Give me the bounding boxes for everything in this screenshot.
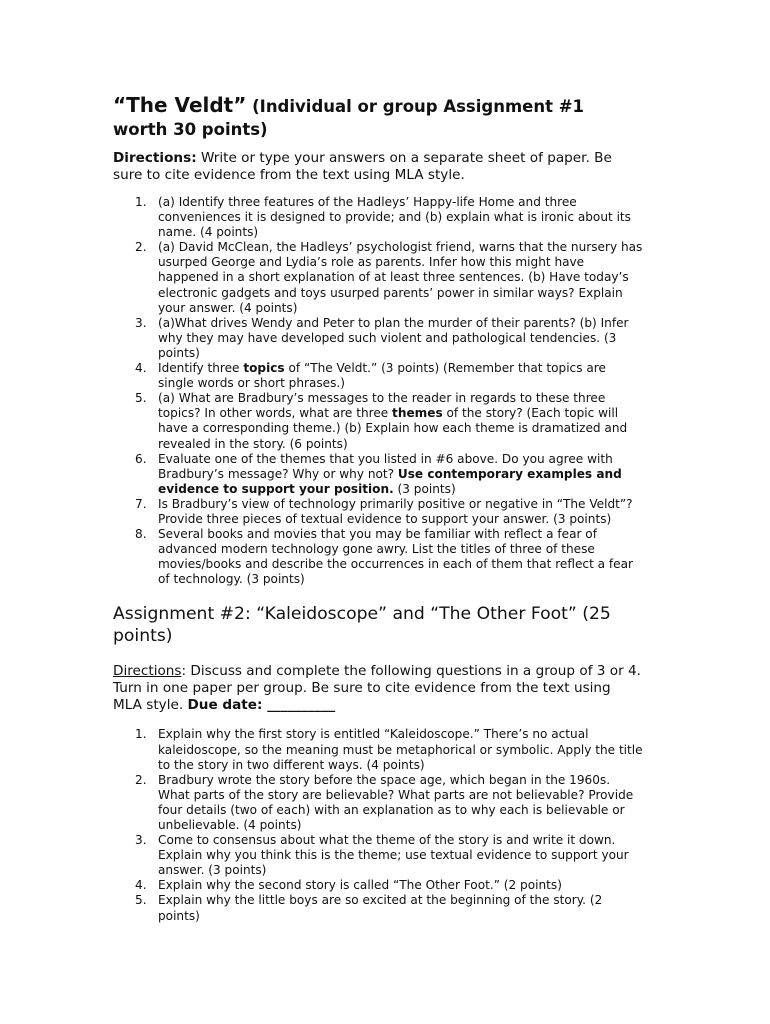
directions-text: Write or type your answers on a separate sheet of paper. Be sure to cite evidence from the text using MLA style.	[113, 150, 612, 183]
question-number: 7.	[135, 496, 147, 511]
question-number: 5.	[135, 893, 147, 908]
question-text: (a)What drives Wendy and Peter to plan the murder of their parents? (b) Infer why they may have developed such violent and pathological tendencies. (3 points)	[158, 315, 629, 360]
question-item	[113, 361, 643, 391]
question-item	[113, 893, 643, 923]
question-text: Come to consensus about what the theme of the story is and write it down. Explain why you think this is the theme; use textual evidence to support your answer. (3 points)	[158, 833, 629, 878]
directions-label: Directions	[113, 663, 182, 680]
question-text: Several books and movies that you may be familiar with reflect a fear of advanced modern technology gone awry. List the titles of three of these movies/books and describe the occurrences in each of them that reflect a fear of technology. (3 points)	[158, 527, 633, 587]
question-text-post: of “The Veldt.” (3 points) (Remember that topics are single words or short phrases.)	[158, 361, 606, 391]
question-text: Explain why the little boys are so excited at the beginning of the story. (2 points)	[158, 893, 603, 923]
assignment-2-heading: Assignment #2: “Kaleidoscope” and “The Other Foot” (25 points)	[113, 604, 611, 647]
assignment-1-subtitle: (Individual or group Assignment #1 worth 30 points)	[113, 97, 585, 139]
question-text-pre: (a) What are Bradbury’s messages to the reader in regards to these three topics? In other words, what are three	[158, 391, 606, 421]
question-item	[113, 391, 643, 451]
question-number: 1.	[135, 727, 147, 742]
question-number: 8.	[135, 527, 147, 542]
story-title: “The Veldt”	[113, 93, 247, 117]
question-text-post: of the story? (Each topic will have a corresponding theme.) (b) Explain how each theme is dramatized and revealed in the story. (6 points)	[158, 406, 628, 451]
question-number: 2.	[135, 240, 147, 255]
question-text-bold: themes	[392, 406, 443, 421]
assignment-2-questions	[113, 727, 643, 923]
question-item	[113, 527, 643, 587]
question-text: Is Bradbury’s view of technology primarily positive or negative in “The Veldt”? Provide three pieces of textual evidence to support your answer. (3 points)	[158, 496, 633, 526]
question-number: 3.	[135, 833, 147, 848]
assignment-1-directions	[113, 150, 643, 184]
directions-label: Directions:	[113, 150, 197, 166]
assignment-1-title	[113, 94, 643, 141]
question-text-bold: Use contemporary examples and evidence to support your position.	[158, 466, 622, 496]
question-text: Bradbury wrote the story before the space age, which began in the 1960s. What parts of the story are believable? What parts are not believable? Provide four details (two of each) with an explanation as to why each is believable or unbelievable. (4 points)	[158, 772, 634, 832]
question-text-pre: Evaluate one of the themes that you listed in #6 above. Do you agree with Bradbury’s message? Why or why not?	[158, 451, 613, 481]
question-number: 4.	[135, 878, 147, 893]
due-date-label: Due date: __________	[187, 697, 336, 714]
assignment-1-questions	[113, 195, 643, 587]
question-number: 5.	[135, 391, 147, 406]
question-number: 2.	[135, 772, 147, 787]
document-page	[113, 94, 643, 924]
question-text: (a) David McClean, the Hadleys’ psychologist friend, warns that the nursery has usurped George and Lydia’s role as parents. Infer how this might have happened in a short explanation of at least three sentences. (b) Have today’s electronic gadgets and toys usurped parents’ power in similar ways? Explain your answer. (4 points)	[158, 240, 643, 315]
question-text: Explain why the first story is entitled “Kaleidoscope.” There’s no actual kaleidoscope, so the meaning must be metaphorical or symbolic. Apply the title to the story in two different ways. (4 points)	[158, 727, 643, 772]
question-item	[113, 240, 643, 315]
question-number: 6.	[135, 451, 147, 466]
question-number: 4.	[135, 361, 147, 376]
question-text-post: (3 points)	[393, 481, 456, 496]
question-text: (a) Identify three features of the Hadleys’ Happy-life Home and three conveniences it is designed to provide; and (b) explain what is ironic about its name. (4 points)	[158, 195, 631, 240]
question-item	[113, 727, 643, 772]
question-text: Explain why the second story is called “The Other Foot.” (2 points)	[158, 878, 562, 893]
question-item	[113, 316, 643, 361]
question-number: 3.	[135, 315, 147, 330]
question-item	[113, 195, 643, 240]
question-text-pre: Identify three	[158, 361, 244, 376]
directions-text: : Discuss and complete the following questions in a group of 3 or 4. Turn in one paper per group. Be sure to cite evidence from the text using MLA style.	[113, 663, 641, 714]
question-number: 1.	[135, 195, 147, 209]
assignment-2-directions	[113, 663, 643, 714]
question-item	[113, 833, 643, 878]
question-text-bold: topics	[243, 361, 285, 376]
question-item	[113, 497, 643, 527]
question-item	[113, 452, 643, 497]
question-item	[113, 878, 643, 893]
question-item	[113, 773, 643, 833]
